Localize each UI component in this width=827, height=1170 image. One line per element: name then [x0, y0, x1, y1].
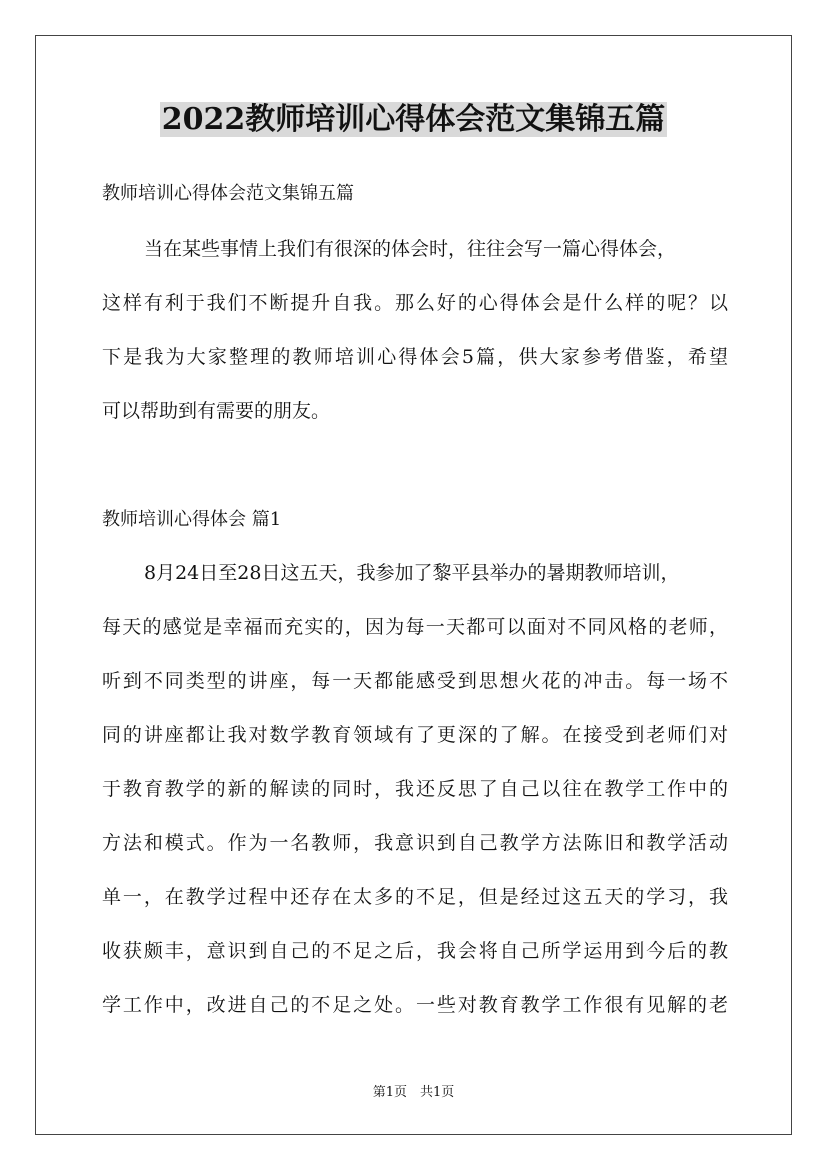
section-heading: 教师培训心得体会 篇1 [102, 509, 282, 530]
paragraph-line: 方法和模式。作为一名教师，我意识到自己教学方法陈旧和教学活动 [102, 832, 728, 854]
paragraph-line: 每天的感觉是幸福而充实的，因为每一天都可以面对不同风格的老师， [102, 616, 728, 638]
paragraph-line: 于教育教学的新的解读的同时，我还反思了自己以往在教学工作中的 [102, 778, 728, 800]
paragraph-line: 收获颇丰，意识到自己的不足之后，我会将自己所学运用到今后的教 [102, 940, 728, 962]
paragraph-line: 学工作中，改进自己的不足之处。一些对教育教学工作很有见解的老 [102, 994, 728, 1016]
paragraph-line: 同的讲座都让我对数学教育领域有了更深的了解。在接受到老师们对 [102, 724, 728, 746]
intro-paragraph [102, 236, 728, 452]
document-subtitle: 教师培训心得体会范文集锦五篇 [102, 183, 354, 204]
paragraph-line: 可以帮助到有需要的朋友。 [102, 400, 331, 422]
paragraph-line: 当在某些事情上我们有很深的体会时，往往会写一篇心得体会， [144, 238, 677, 260]
paragraph-line: 8月24日至28日这五天，我参加了黎平县举办的暑期教师培训， [144, 562, 680, 584]
page-number-footer: 第1页 共1页 [372, 1085, 455, 1100]
paragraph-line: 单一，在教学过程中还存在太多的不足，但是经过这五天的学习，我 [102, 886, 728, 908]
paragraph-line: 下是我为大家整理的教师培训心得体会5篇，供大家参考借鉴，希望 [102, 346, 728, 368]
document-title: 2022教师培训心得体会范文集锦五篇 [161, 102, 666, 137]
paragraph-line: 这样有利于我们不断提升自我。那么好的心得体会是什么样的呢？以 [102, 292, 728, 314]
paragraph-line: 听到不同类型的讲座，每一天都能感受到思想火花的冲击。每一场不 [102, 670, 728, 692]
section-paragraph [102, 560, 728, 1046]
